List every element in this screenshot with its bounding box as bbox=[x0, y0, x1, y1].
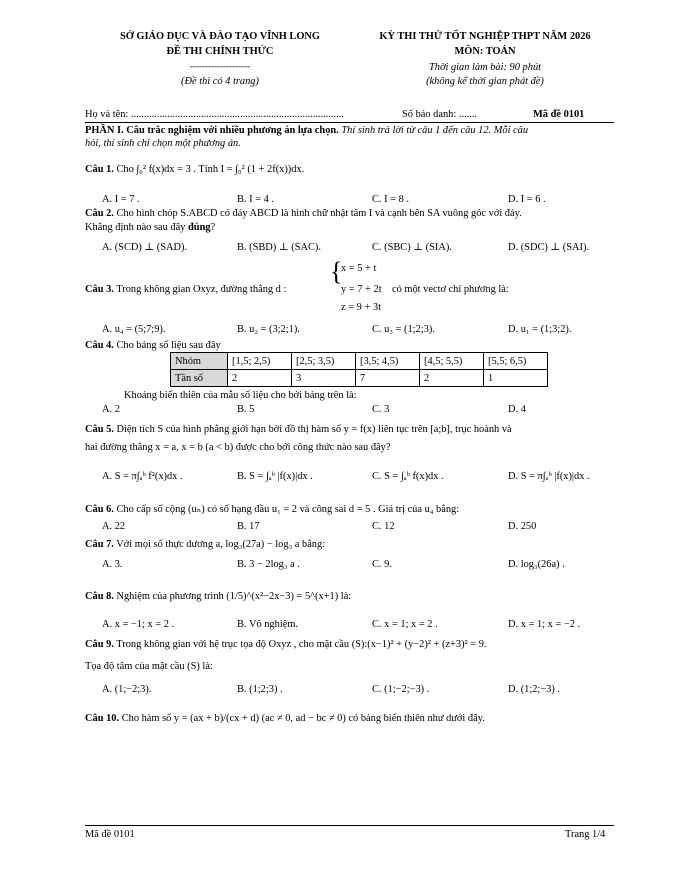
question-10 bbox=[85, 712, 614, 725]
question-7 bbox=[85, 538, 614, 551]
question-6 bbox=[85, 503, 614, 516]
q5-option-b[interactable]: B. S = ∫ₐᵇ |f(x)|dx . bbox=[237, 471, 313, 482]
q9-option-c[interactable]: C. (1;−2;−3) . bbox=[372, 684, 430, 695]
q1-label: Câu 1. bbox=[85, 164, 114, 175]
official-exam-label: ĐỀ THI CHÍNH THỨC bbox=[166, 46, 274, 57]
q5-label: Câu 5. bbox=[85, 424, 114, 435]
q1-option-a[interactable]: A. I = 7 . bbox=[102, 194, 140, 205]
q1-option-c[interactable]: C. I = 8 . bbox=[372, 194, 410, 205]
q7-text: Với mọi số thực dương a, log₃(27a) − log₃ a bằng: bbox=[116, 539, 326, 550]
q4-text: Cho bảng số liệu sau đây bbox=[116, 340, 221, 351]
table-row bbox=[171, 370, 548, 387]
table-cell: 7 bbox=[356, 370, 420, 387]
q4-option-a[interactable]: A. 2 bbox=[102, 404, 120, 415]
exam-code: Mã đề 0101 bbox=[533, 109, 585, 120]
part1-heading bbox=[85, 124, 614, 137]
part1-instruction-2: hỏi, thí sinh chỉ chọn một phương án. bbox=[85, 138, 241, 149]
q9-text2: Tọa độ tâm của mặt cầu (S) là: bbox=[85, 661, 213, 672]
q3-option-d[interactable]: D. u₁ = (1;3;2). bbox=[508, 324, 572, 335]
table-cell: 2 bbox=[420, 370, 484, 387]
q5-text2: hai đường thẳng x = a, x = b (a < b) được cho bởi công thức nào sau đây? bbox=[85, 442, 391, 453]
q6-text: Cho cấp số cộng (uₙ) có số hạng đầu u₁ = 2 và công sai d = 5 . Giá trị của u₄ bằng: bbox=[116, 504, 460, 515]
question-3 bbox=[85, 283, 286, 296]
q7-label: Câu 7. bbox=[85, 539, 114, 550]
q6-option-c[interactable]: C. 12 bbox=[372, 521, 395, 532]
q8-label: Câu 8. bbox=[85, 591, 114, 602]
q8-option-b[interactable]: B. Vô nghiệm. bbox=[237, 619, 298, 630]
q7-option-a[interactable]: A. 3. bbox=[102, 559, 123, 570]
q10-label: Câu 10. bbox=[85, 713, 120, 724]
q2-option-c[interactable]: C. (SBC) ⊥ (SIA). bbox=[372, 242, 452, 253]
question-4 bbox=[85, 339, 614, 352]
question-1 bbox=[85, 163, 614, 176]
subject: MÔN: TOÁN bbox=[454, 46, 516, 57]
q5-option-c[interactable]: C. S = ∫ₐᵇ f(x)dx . bbox=[372, 471, 444, 482]
q4-text2: Khoảng biến thiên của mẫu số liệu cho bởi bảng trên là: bbox=[124, 390, 357, 401]
table-cell: [3,5; 4,5) bbox=[356, 353, 420, 370]
q1-option-b[interactable]: B. I = 4 . bbox=[237, 194, 275, 205]
page-count-note: (Đề thi có 4 trang) bbox=[181, 76, 259, 87]
q7-option-b[interactable]: B. 3 − 2log₃ a . bbox=[237, 559, 300, 570]
q8-option-d[interactable]: D. x = 1; x = −2 . bbox=[508, 619, 581, 630]
table-cell: [2,5; 3,5) bbox=[292, 353, 356, 370]
q2-text2: Khẳng định nào sau đây bbox=[85, 222, 189, 233]
brace: { bbox=[330, 257, 343, 286]
q8-text: Nghiệm của phương trình (1/5)^(x²−2x−3) = 5^(x+1) là: bbox=[116, 591, 352, 602]
q6-option-d[interactable]: D. 250 bbox=[508, 521, 537, 532]
q3-option-c[interactable]: C. u₃ = (1;2;3). bbox=[372, 324, 435, 335]
candidate-id-field: Số báo danh: ....... bbox=[402, 109, 478, 120]
q9-option-b[interactable]: B. (1;2;3) . bbox=[237, 684, 283, 695]
q10-text: Cho hàm số y = (ax + b)/(cx + d) (ac ≠ 0, ad − bc ≠ 0) có bảng biến thiên như dưới đây. bbox=[121, 713, 485, 724]
q4-label: Câu 4. bbox=[85, 340, 114, 351]
table-cell: 3 bbox=[292, 370, 356, 387]
q2-text2-end: ? bbox=[210, 222, 216, 233]
q4-option-d[interactable]: D. 4 bbox=[508, 404, 526, 415]
q5-text: Diện tích S của hình phẳng giới hạn bởi đồ thị hàm số y = f(x) liên tục trên [a;b], trục hoành và bbox=[116, 424, 512, 435]
question-8 bbox=[85, 590, 614, 603]
q2-text: Cho hình chóp S.ABCD có đáy ABCD là hình chữ nhật tâm I và cạnh bên SA vuông góc với đáy. bbox=[116, 208, 522, 219]
q9-text: Trong không gian với hệ trục tọa độ Oxyz , cho mặt cầu (S):(x−1)² + (y−2)² + (z+3)² = 9. bbox=[116, 639, 487, 650]
q2-label: Câu 2. bbox=[85, 208, 114, 219]
candidate-name-field: Họ và tên: .................................................................................. bbox=[85, 109, 344, 120]
q3-tail: có một vectơ chỉ phương là: bbox=[392, 284, 509, 295]
q2-option-d[interactable]: D. (SDC) ⊥ (SAI). bbox=[508, 242, 590, 253]
question-5 bbox=[85, 423, 614, 436]
q3-eq1: x = 5 + t bbox=[341, 263, 377, 274]
question-2 bbox=[85, 207, 614, 220]
q5-option-d[interactable]: D. S = π∫ₐᵇ |f(x)|dx . bbox=[508, 471, 590, 482]
table-cell: [1,5; 2,5) bbox=[228, 353, 292, 370]
table-header-row bbox=[171, 353, 548, 370]
footer-page: Trang 1/4 bbox=[565, 829, 606, 840]
q7-option-d[interactable]: D. log₃(26a) . bbox=[508, 559, 565, 570]
time-limit: Thời gian làm bài: 90 phút bbox=[428, 62, 542, 73]
q1-text: Cho ∫₀² f(x)dx = 3 . Tính I = ∫₀² (1 + 2f(x))dx. bbox=[116, 164, 305, 175]
q5-option-a[interactable]: A. S = π∫ₐᵇ f²(x)dx . bbox=[102, 471, 183, 482]
q3-option-b[interactable]: B. u₂ = (3;2;1). bbox=[237, 324, 300, 335]
q6-label: Câu 6. bbox=[85, 504, 114, 515]
q4-option-b[interactable]: B. 5 bbox=[237, 404, 255, 415]
question-2-line2 bbox=[85, 221, 614, 234]
q3-eq2: y = 7 + 2t bbox=[341, 284, 382, 295]
question-9 bbox=[85, 638, 614, 651]
q6-option-b[interactable]: B. 17 bbox=[237, 521, 260, 532]
q6-option-a[interactable]: A. 22 bbox=[102, 521, 126, 532]
q9-label: Câu 9. bbox=[85, 639, 114, 650]
q3-label: Câu 3. bbox=[85, 284, 114, 295]
table-cell: [4,5; 5,5) bbox=[420, 353, 484, 370]
table-cell: 2 bbox=[228, 370, 292, 387]
part1-title: PHẦN I. Câu trắc nghiệm với nhiều phương án lựa chọn. bbox=[85, 125, 339, 136]
table-cell: 1 bbox=[484, 370, 548, 387]
table-cell: Tần số bbox=[171, 370, 228, 387]
header-dashes: -------------------- bbox=[190, 61, 250, 71]
footer-code: Mã đề 0101 bbox=[85, 829, 135, 840]
divider bbox=[85, 122, 614, 123]
footer-divider bbox=[85, 825, 614, 826]
q2-option-b[interactable]: B. (SBD) ⊥ (SAC). bbox=[237, 242, 321, 253]
q3-eq3: z = 9 + 3t bbox=[341, 302, 381, 313]
table-cell: [5,5; 6,5) bbox=[484, 353, 548, 370]
q9-option-a[interactable]: A. (1;−2;3). bbox=[102, 684, 152, 695]
q2-emphasis: đúng bbox=[188, 222, 211, 233]
part1-instruction: Thí sinh trả lời từ câu 1 đến câu 12. Mỗi câu bbox=[338, 125, 529, 136]
q2-option-a[interactable]: A. (SCD) ⊥ (SAD). bbox=[102, 242, 188, 253]
q9-option-d[interactable]: D. (1;2;−3) . bbox=[508, 684, 561, 695]
q8-option-a[interactable]: A. x = −1; x = 2 . bbox=[102, 619, 175, 630]
q4-option-c[interactable]: C. 3 bbox=[372, 404, 390, 415]
frequency-table bbox=[170, 352, 548, 387]
time-note: (không kể thời gian phát đề) bbox=[426, 76, 544, 87]
q3-text: Trong không gian Oxyz, đường thẳng d : bbox=[116, 284, 287, 295]
q3-option-a[interactable]: A. u₄ = (5;7;9). bbox=[102, 324, 166, 335]
dept-name: SỞ GIÁO DỤC VÀ ĐÀO TẠO VĨNH LONG bbox=[119, 31, 321, 42]
q1-option-d[interactable]: D. I = 6 . bbox=[508, 194, 546, 205]
q7-option-c[interactable]: C. 9. bbox=[372, 559, 392, 570]
table-cell: Nhóm bbox=[171, 353, 228, 370]
q8-option-c[interactable]: C. x = 1; x = 2 . bbox=[372, 619, 438, 630]
exam-title: KỲ THI THỬ TỐT NGHIỆP THPT NĂM 2026 bbox=[379, 31, 591, 42]
